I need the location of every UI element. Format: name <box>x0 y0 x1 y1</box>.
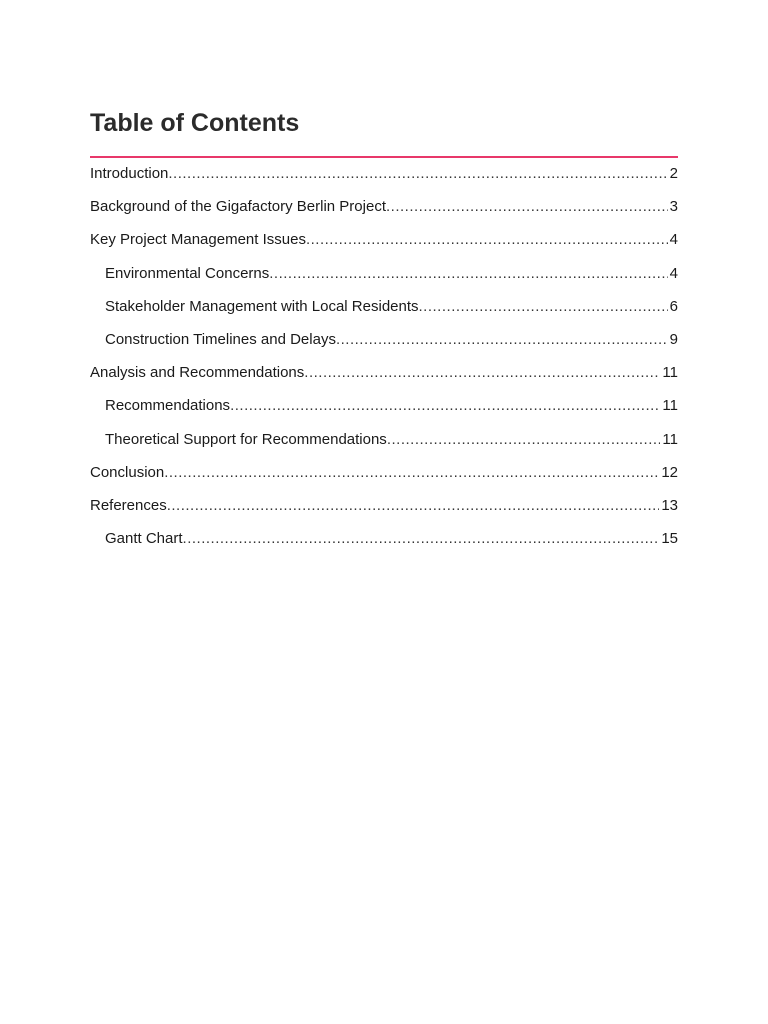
toc-entry-key-issues[interactable] <box>90 229 678 262</box>
toc-entry-introduction[interactable] <box>90 163 678 196</box>
toc-entry-conclusion[interactable] <box>90 462 678 495</box>
toc-entry-page: 2 <box>669 165 678 182</box>
dot-leader <box>306 229 668 251</box>
toc-entry-theoretical-support[interactable] <box>90 429 678 462</box>
toc-entry-page: 3 <box>669 198 678 216</box>
toc-entry-label[interactable]: Introduction <box>90 165 169 182</box>
toc-entry-label[interactable]: Environmental Concerns <box>105 264 270 282</box>
dot-leader <box>183 528 660 550</box>
toc-entry-label[interactable]: Key Project Management Issues <box>90 231 306 249</box>
toc-entry-label[interactable]: Background of the Gigafactory Berlin Project <box>90 198 386 216</box>
toc-entry-page: 15 <box>661 530 678 548</box>
dot-leader <box>387 429 661 451</box>
dot-leader <box>386 196 668 218</box>
toc-entry-references[interactable] <box>90 495 678 528</box>
dot-leader <box>167 495 660 517</box>
toc-entry-environmental[interactable] <box>90 263 678 296</box>
toc-entry-page: 11 <box>662 430 678 448</box>
toc-entry-analysis[interactable] <box>90 362 678 395</box>
toc-entry-label[interactable]: Analysis and Recommendations <box>90 364 305 382</box>
heading-divider <box>90 156 678 158</box>
toc-entry-label[interactable]: Recommendations <box>105 397 231 415</box>
toc-entry-page: 12 <box>661 463 678 481</box>
toc-entry-page: 13 <box>661 496 678 514</box>
toc-entry-label[interactable]: References <box>90 496 167 514</box>
toc-list <box>90 163 678 561</box>
toc-entry-label[interactable]: Theoretical Support for Recommendations <box>105 430 387 448</box>
dot-leader <box>168 163 667 185</box>
toc-heading: Table of Contents <box>90 109 300 137</box>
dot-leader <box>304 362 660 384</box>
dot-leader <box>336 329 668 351</box>
dot-leader <box>269 263 667 285</box>
toc-entry-background[interactable] <box>90 196 678 229</box>
toc-entry-label[interactable]: Gantt Chart <box>105 530 183 548</box>
toc-entry-stakeholder[interactable] <box>90 296 678 329</box>
toc-entry-label[interactable]: Conclusion <box>90 463 165 481</box>
toc-entry-page: 11 <box>662 364 678 382</box>
dot-leader <box>164 462 659 484</box>
toc-entry-page: 9 <box>669 330 678 348</box>
toc-entry-construction[interactable] <box>90 329 678 362</box>
dot-leader <box>419 296 668 318</box>
toc-entry-gantt-chart[interactable] <box>90 528 678 561</box>
dot-leader <box>230 395 660 417</box>
toc-entry-label[interactable]: Stakeholder Management with Local Residents <box>105 297 419 315</box>
toc-entry-page: 11 <box>662 397 678 415</box>
toc-entry-label[interactable]: Construction Timelines and Delays <box>105 330 336 348</box>
toc-entry-recommendations[interactable] <box>90 395 678 428</box>
toc-entry-page: 6 <box>669 297 678 315</box>
toc-entry-page: 4 <box>669 264 678 282</box>
toc-entry-page: 4 <box>669 231 678 249</box>
